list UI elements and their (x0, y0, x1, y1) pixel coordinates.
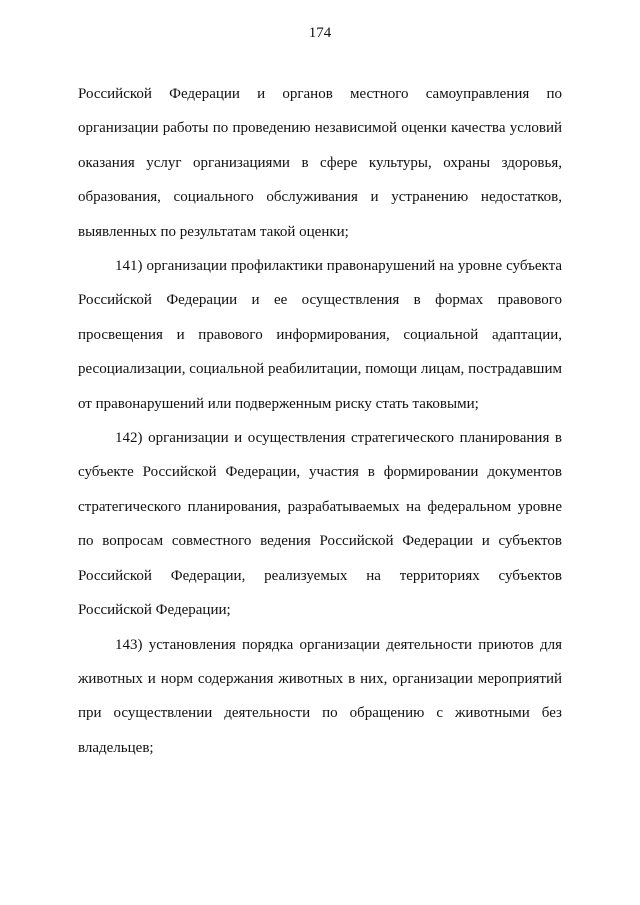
document-body (78, 77, 562, 765)
paragraph-continuation: Российской Федерации и органов местного самоуправления по организации работы по проведению независимой оценки качества условий оказания услуг организациями в сфере культуры, охраны здоровья, образования, социального обслуживания и устранению недостатков, выявленных по результатам такой оценки; (78, 86, 562, 240)
paragraph-item-142: 142) организации и осуществления стратегического планирования в субъекте Российской Федерации, участия в формировании документов стратегического планирования, разрабатываемых на федеральном уровне по вопросам совместного ведения Российской Федерации и субъектов Российской Федерации, реализуемых на территориях субъектов Российской Федерации; (78, 430, 562, 619)
page-number: 174 (308, 25, 332, 41)
paragraph-item-143: 143) установления порядка организации деятельности приютов для животных и норм содержания животных в них, организации мероприятий при осуществлении деятельности по обращению с животными без владельцев; (78, 636, 562, 756)
paragraph-item-141: 141) организации профилактики правонарушений на уровне субъекта Российской Федерации и ее осуществления в формах правового просвещения и правового информирования, социальной адаптации, ресоциализации, социальной реабилитации, помощи лицам, пострадавшим от правонарушений или подверженным риску стать таковыми; (78, 258, 562, 412)
